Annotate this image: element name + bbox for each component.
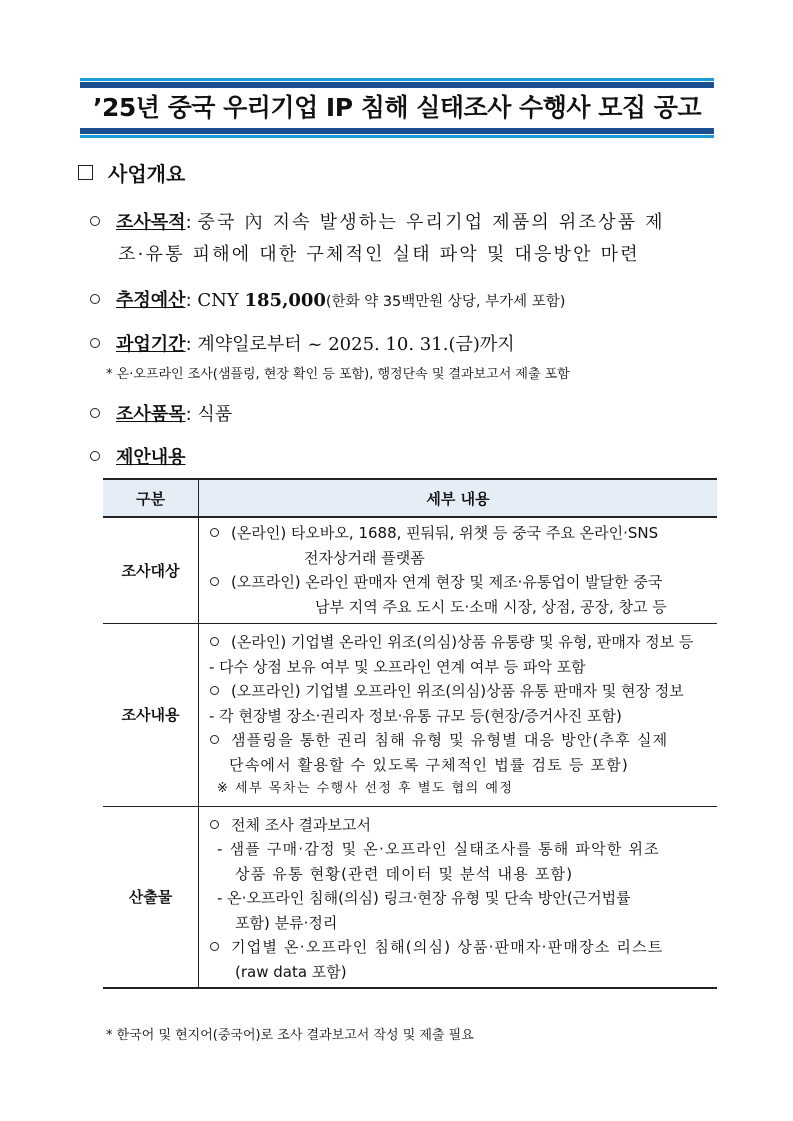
section-heading-text: 사업개요 [108, 162, 186, 186]
row-category-deliverables: 산출물 [103, 806, 199, 988]
purpose-item: 조사목적: 중국 內 지속 발생하는 우리기업 제품의 위조상품 제 [90, 208, 665, 234]
proposal-table [103, 478, 717, 989]
budget-currency: CNY [197, 290, 239, 311]
row-category-target: 조사대상 [103, 517, 199, 624]
title-bottom-rule-thin [80, 135, 714, 138]
item-category-item: 조사품목: 식품 [90, 400, 232, 426]
proposal-item [90, 443, 186, 469]
proposal-label: 제안내용 [116, 447, 186, 468]
detail-line: (오프라인) 기업별 오프라인 위조(의심)상품 유통 판매자 및 현장 정보 [231, 682, 684, 700]
circle-bullet-icon [210, 577, 219, 586]
detail-note: ※ 세부 목차는 수행사 선정 후 별도 협의 예정 [217, 781, 514, 796]
title-bottom-rule-thick [80, 128, 714, 134]
circle-bullet-icon [210, 735, 219, 744]
period-text: 계약일로부터 ~ 2025. 10. 31.(금)까지 [197, 334, 515, 355]
row-details-target [199, 517, 718, 624]
circle-bullet-icon [90, 451, 100, 461]
detail-line: - 각 현장별 장소·권리자 정보·유통 규모 등(현장/증거사진 포함) [209, 706, 622, 725]
detail-line: - 샘플 구매·감정 및 온·오프라인 실태조사를 통해 파악한 위조 [217, 840, 660, 858]
circle-bullet-icon [210, 637, 219, 646]
item-category-text: 식품 [197, 404, 233, 425]
table-row [103, 624, 717, 807]
budget-item: 추정예산: CNY 185,000(한화 약 35백만원 상당, 부가세 포함) [90, 286, 565, 312]
purpose-text-line1: 중국 內 지속 발생하는 우리기업 제품의 위조상품 제 [197, 212, 665, 233]
detail-line: (raw data 포함) [235, 962, 347, 981]
period-label: 과업기간 [116, 334, 186, 355]
detail-line: (오프라인) 온라인 판매자 연계 현장 및 제조·유통업이 발달한 중국 [231, 573, 663, 591]
detail-line: - 온·오프라인 침해(의심) 링크·현장 유형 및 단속 방안(근거법률 [217, 889, 631, 907]
page-title: ’25년 중국 우리기업 IP 침해 실태조사 수행사 모집 공고 [92, 93, 702, 122]
circle-bullet-icon [210, 942, 219, 951]
circle-bullet-icon [210, 528, 219, 537]
period-note: * 온·오프라인 조사(샘플링, 현장 확인 등 포함), 행정단속 및 결과보고서 제출 포함 [106, 367, 570, 382]
section-heading [78, 158, 185, 187]
detail-line: (온라인) 기업별 온라인 위조(의심)상품 유통량 및 유형, 판매자 정보 등 [231, 633, 694, 651]
detail-line: (온라인) 타오바오, 1688, 핀둬둬, 위챗 등 중국 주요 온라인·SNS [231, 524, 659, 542]
table-row [103, 517, 717, 624]
table-header-category: 구분 [103, 479, 199, 517]
circle-bullet-icon [210, 820, 219, 829]
row-details-deliverables [199, 806, 718, 988]
detail-line: 상품 유통 현황(관련 데이터 및 분석 내용 포함) [235, 864, 574, 883]
title-block [80, 78, 714, 138]
circle-bullet-icon [90, 216, 100, 226]
table-header-details: 세부 내용 [199, 479, 718, 517]
circle-bullet-icon [90, 294, 100, 304]
purpose-label: 조사목적 [116, 212, 186, 233]
budget-label: 추정예산 [116, 290, 186, 311]
detail-line: - 다수 상점 보유 여부 및 오프라인 연계 여부 등 파악 포함 [209, 657, 586, 676]
circle-bullet-icon [210, 686, 219, 695]
detail-line: 포함) 분류·정리 [235, 913, 338, 932]
square-bullet-icon [78, 165, 93, 180]
circle-bullet-icon [90, 408, 100, 418]
detail-line: 샘플링을 통한 권리 침해 유형 및 유형별 대응 방안(추후 실제 [231, 731, 669, 749]
detail-line: 남부 지역 주요 도시 도·소매 시장, 상점, 공장, 창고 등 [315, 597, 667, 616]
row-category-content: 조사내용 [103, 624, 199, 807]
detail-line: 단속에서 활용할 수 있도록 구체적인 법률 검토 등 포함) [229, 755, 629, 774]
title-top-rule-thin [80, 78, 714, 81]
budget-amount: 185,000 [244, 290, 326, 311]
footnote: * 한국어 및 현지어(중국어)로 조사 결과보고서 작성 및 제출 필요 [106, 1028, 474, 1043]
purpose-text-line2: 조·유통 피해에 대한 구체적인 실태 파악 및 대응방안 마련 [118, 244, 640, 265]
detail-line: 전자상거래 플랫폼 [304, 548, 425, 567]
circle-bullet-icon [90, 338, 100, 348]
table-row [103, 806, 717, 988]
budget-note: (한화 약 35백만원 상당, 부가세 포함) [325, 294, 566, 310]
detail-line: 기업별 온·오프라인 침해(의심) 상품·판매자·판매장소 리스트 [231, 938, 664, 956]
period-item: 과업기간: 계약일로부터 ~ 2025. 10. 31.(금)까지 [90, 330, 515, 356]
row-details-content [199, 624, 718, 807]
detail-line: 전체 조사 결과보고서 [231, 815, 371, 834]
item-category-label: 조사품목 [116, 404, 186, 425]
table-header-row [103, 479, 717, 517]
